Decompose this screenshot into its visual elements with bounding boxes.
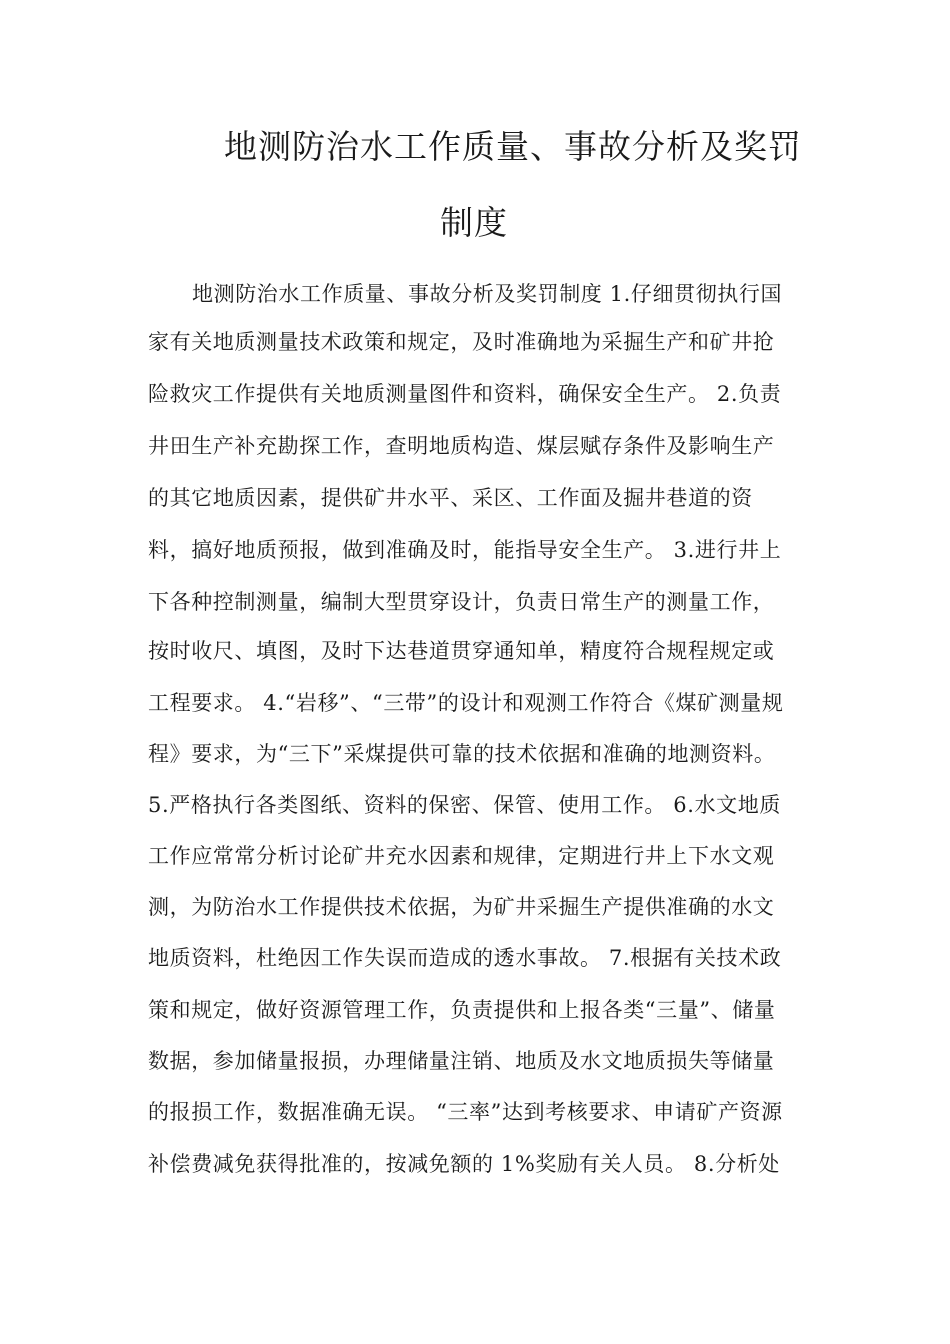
body-line: 料，搞好地质预报，做到准确及时，能指导安全生产。 3.进行井上 [148,538,782,562]
body-line: 按时收尺、填图，及时下达巷道贯穿通知单，精度符合规程规定或 [148,639,775,663]
body-line: 补偿费减免获得批准的，按减免额的 1%奖励有关人员。 8.分析处 [148,1152,780,1176]
body-line: 的其它地质因素，提供矿井水平、采区、工作面及掘井巷道的资 [148,486,753,510]
body-line: 策和规定，做好资源管理工作，负责提供和上报各类“三量”、储量 [148,998,776,1022]
body-line: 程》要求，为“三下”采煤提供可靠的技术依据和准确的地测资料。 [148,742,776,766]
body-line: 地测防治水工作质量、事故分析及奖罚制度 1.仔细贯彻执行国 [192,282,783,306]
body-line: 井田生产补充勘探工作，查明地质构造、煤层赋存条件及影响生产 [148,434,775,458]
body-line: 工程要求。 4.“岩移”、“三带”的设计和观测工作符合《煤矿测量规 [148,691,784,715]
body-line: 家有关地质测量技术政策和规定，及时准确地为采掘生产和矿井抢 [148,330,775,354]
document-title-line-1: 地测防治水工作质量、事故分析及奖罚 [224,127,802,166]
body-line: 地质资料，杜绝因工作失误而造成的透水事故。 7.根据有关技术政 [148,946,782,970]
body-line: 测，为防治水工作提供技术依据，为矿井采掘生产提供准确的水文 [148,895,775,919]
document-title-line-2: 制度 [440,203,508,242]
body-line: 工作应常常分析讨论矿井充水因素和规律，定期进行井上下水文观 [148,844,775,868]
body-line: 下各种控制测量，编制大型贯穿设计，负责日常生产的测量工作， [148,590,775,614]
body-line: 险救灾工作提供有关地质测量图件和资料，确保安全生产。 2.负责 [148,382,782,406]
body-line: 数据，参加储量报损，办理储量注销、地质及水文地质损失等储量 [148,1049,775,1073]
body-line: 的报损工作，数据准确无误。 “三率”达到考核要求、申请矿产资源 [148,1100,783,1124]
body-line: 5.严格执行各类图纸、资料的保密、保管、使用工作。 6.水文地质 [148,793,781,817]
